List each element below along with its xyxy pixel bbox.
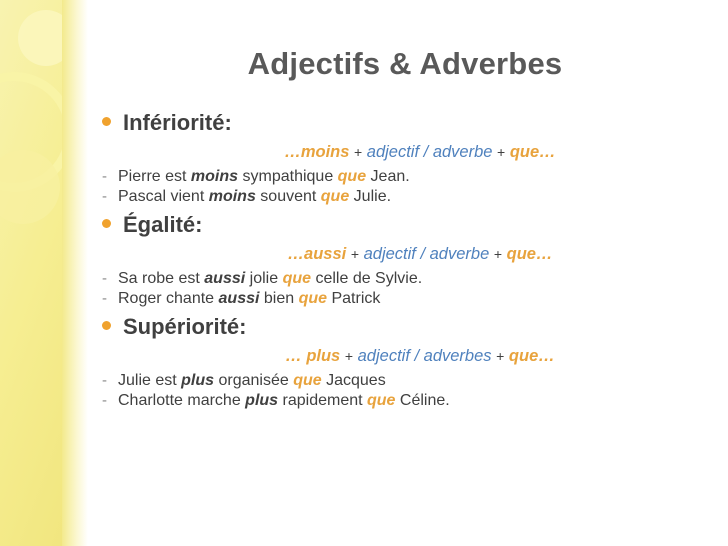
example-fragment: Roger chante [118, 290, 219, 307]
example-dash: - [102, 168, 107, 185]
formula-plus: + [350, 246, 359, 262]
section-heading-row [96, 212, 714, 238]
example-fragment: moins [190, 168, 239, 185]
formula-plus: + [496, 348, 505, 364]
example-fragment: aussi [218, 290, 260, 307]
section-formula [96, 245, 714, 264]
example-fragment: plus [245, 392, 279, 409]
example-fragment: moins [208, 188, 256, 205]
example-text [118, 188, 391, 206]
example-line [96, 270, 714, 288]
section-formula [96, 143, 714, 162]
formula-tail: que… [508, 347, 555, 365]
example-fragment: Jean. [366, 168, 410, 185]
formula-middle: adjectif / adverbes [357, 347, 492, 365]
example-dash: - [102, 392, 107, 409]
formula-plus: + [344, 348, 354, 364]
example-fragment: jolie [245, 270, 283, 287]
example-text [118, 270, 422, 288]
example-fragment: organisée [214, 372, 294, 389]
section-heading: Infériorité: [123, 110, 232, 135]
example-dash: - [102, 372, 107, 389]
example-fragment: que [320, 188, 350, 205]
example-text [118, 372, 386, 390]
bullet-dot-icon [102, 219, 111, 228]
example-line [96, 168, 714, 186]
example-line [96, 372, 714, 390]
example-text [118, 290, 380, 308]
example-line [96, 392, 714, 410]
example-fragment: rapidement [278, 392, 367, 409]
formula-plus: + [497, 144, 506, 160]
example-fragment: que [282, 270, 312, 287]
example-fragment: que [293, 372, 322, 389]
formula-lead: …moins [284, 143, 350, 161]
example-fragment: que [337, 168, 367, 185]
bullet-dot-icon [102, 117, 111, 126]
formula-lead: … plus [285, 347, 341, 365]
formula-tail: que… [509, 143, 556, 161]
formula-plus: + [354, 144, 363, 160]
example-fragment: Sa robe est [118, 270, 205, 287]
example-fragment: celle de Sylvie. [311, 270, 423, 287]
example-text [118, 392, 450, 410]
section-heading: Supériorité: [123, 314, 247, 339]
example-fragment: Julie est [118, 372, 182, 389]
example-fragment: que [367, 392, 396, 409]
example-fragment: que [298, 290, 328, 307]
example-fragment: souvent [255, 188, 321, 205]
example-fragment: Pierre est [118, 168, 191, 185]
example-fragment: Jacques [321, 372, 386, 389]
section-heading-row [96, 314, 714, 340]
formula-tail: que… [506, 245, 553, 263]
bullet-dot-icon [102, 321, 111, 330]
example-fragment: plus [181, 372, 215, 389]
example-fragment: Julie. [349, 188, 392, 205]
formula-middle: adjectif / adverbe [363, 245, 490, 263]
decorative-left-band [0, 0, 88, 546]
slide-content [96, 104, 714, 412]
section-heading: Égalité: [123, 212, 203, 237]
band-edge-fade [62, 0, 88, 546]
example-line [96, 188, 714, 206]
section-formula [96, 347, 714, 366]
example-dash: - [102, 290, 107, 307]
example-fragment: Charlotte marche [118, 392, 246, 409]
example-fragment: Patrick [327, 290, 381, 307]
formula-plus: + [493, 246, 503, 262]
example-text [118, 168, 410, 186]
example-fragment: Céline. [395, 392, 450, 409]
page-title: Adjectifs & Adverbes [247, 46, 563, 81]
formula-lead: …aussi [287, 245, 347, 263]
section-heading-row [96, 110, 714, 136]
example-fragment: Pascal vient [118, 188, 209, 205]
example-line [96, 290, 714, 308]
example-fragment: sympathique [238, 168, 338, 185]
example-fragment: bien [259, 290, 299, 307]
example-fragment: aussi [204, 270, 246, 287]
example-dash: - [102, 188, 107, 205]
example-dash: - [102, 270, 107, 287]
formula-middle: adjectif / adverbe [366, 143, 493, 161]
